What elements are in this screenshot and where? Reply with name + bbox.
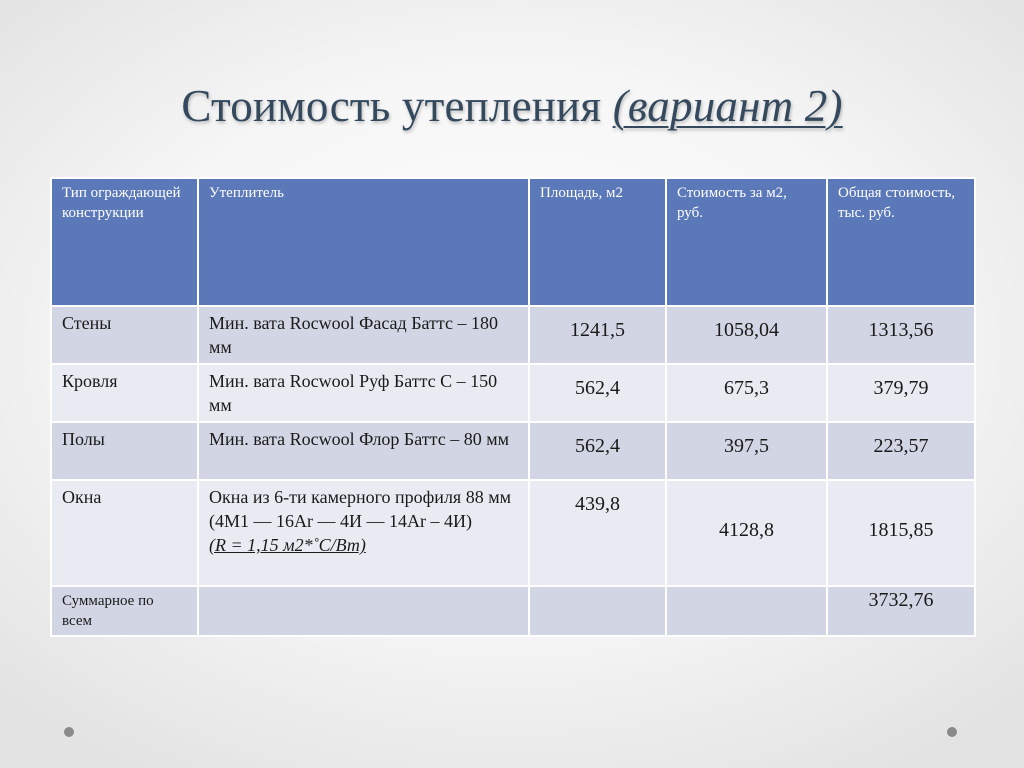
cell-area: 562,4 <box>529 364 666 422</box>
cell-insulation <box>198 480 529 586</box>
empty-cell <box>529 586 666 636</box>
summary-row <box>51 586 975 636</box>
table-row <box>51 306 975 364</box>
table-row <box>51 480 975 586</box>
cell-insulation: Мин. вата Rocwool Фасад Баттс – 180 мм <box>198 306 529 364</box>
cell-total: 223,57 <box>827 422 975 480</box>
cell-type: Стены <box>51 306 198 364</box>
cost-table <box>50 177 976 637</box>
empty-cell <box>198 586 529 636</box>
cell-insulation: Мин. вата Rocwool Флор Баттс – 80 мм <box>198 422 529 480</box>
cell-cost-per-m2: 397,5 <box>666 422 827 480</box>
cell-insulation: Мин. вата Rocwool Руф Баттс С – 150 мм <box>198 364 529 422</box>
cell-total: 379,79 <box>827 364 975 422</box>
left-decorative-dot <box>64 727 74 737</box>
cell-type: Окна <box>51 480 198 586</box>
insulation-line: (4М1 — 16Ar — 4И — 14Ar – 4И) <box>209 511 472 531</box>
title-variant: (вариант 2) <box>612 81 843 131</box>
cell-cost-per-m2: 675,3 <box>666 364 827 422</box>
cell-total: 1815,85 <box>827 480 975 586</box>
header-type: Тип ограждающей конструкции <box>51 178 198 306</box>
title-main: Стоимость утепления <box>181 81 613 131</box>
empty-cell <box>666 586 827 636</box>
cell-cost-per-m2: 4128,8 <box>666 480 827 586</box>
header-total: Общая стоимость, тыс. руб. <box>827 178 975 306</box>
cell-type: Полы <box>51 422 198 480</box>
header-area: Площадь, м2 <box>529 178 666 306</box>
slide-title <box>0 80 1024 132</box>
cell-area: 1241,5 <box>529 306 666 364</box>
cell-total: 1313,56 <box>827 306 975 364</box>
cell-cost-per-m2: 1058,04 <box>666 306 827 364</box>
cell-type: Кровля <box>51 364 198 422</box>
cell-area: 439,8 <box>529 480 666 586</box>
header-insulation: Утеплитель <box>198 178 529 306</box>
table-row <box>51 422 975 480</box>
summary-label: Суммарное по всем <box>51 586 198 636</box>
insulation-line: Окна из 6-ти камерного профиля 88 мм <box>209 487 511 507</box>
header-cost-per-m2: Стоимость за м2, руб. <box>666 178 827 306</box>
right-decorative-dot <box>947 727 957 737</box>
header-row <box>51 178 975 306</box>
cell-area: 562,4 <box>529 422 666 480</box>
table-row <box>51 364 975 422</box>
summary-total: 3732,76 <box>827 586 975 636</box>
thermal-resistance-formula: (R = 1,15 м2*˚С/Вт) <box>209 535 366 555</box>
